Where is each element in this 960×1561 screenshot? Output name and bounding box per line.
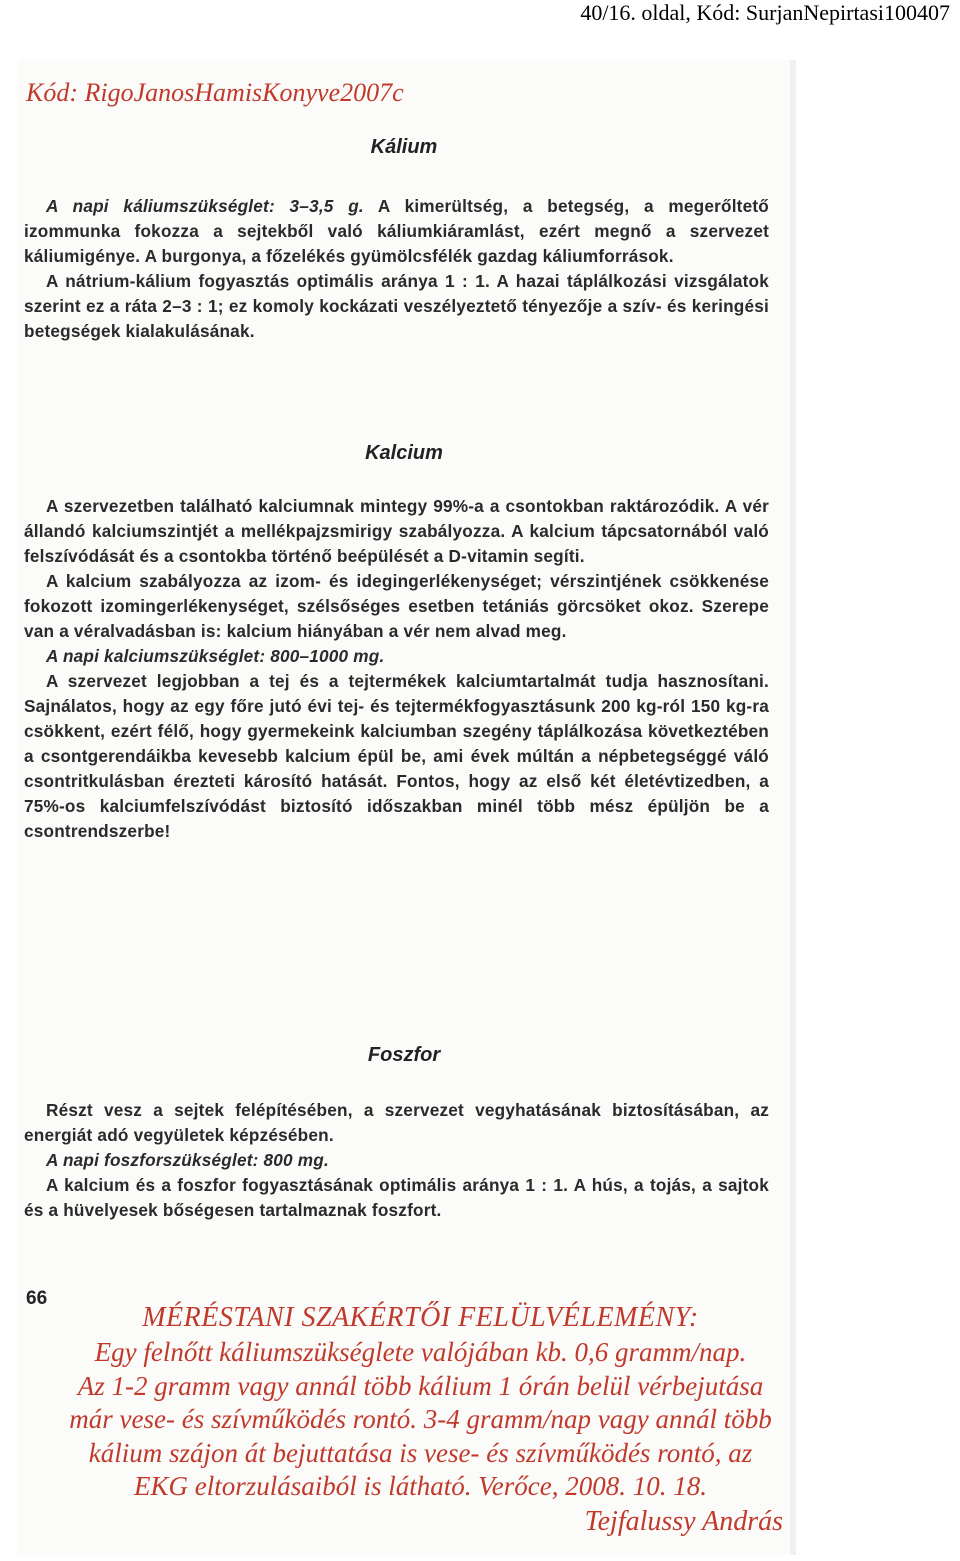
- section-kalcium: [24, 494, 769, 844]
- section-foszfor: [24, 1098, 769, 1223]
- section-heading-kalium: Kálium: [370, 136, 438, 158]
- expert-signature: Tejfalussy András: [584, 1505, 783, 1537]
- kalcium-paragraph-1: A szervezetben található kalciumnak mintegy 99%-a a csontokban raktározódik. A vér állandó kalciumszintjét a mellékpajzsmirigy szabályozza. A kalcium tápcsatornából való felszívódását és a csontokba történő beépülését a D-vitamin segíti.: [24, 496, 769, 566]
- expert-opinion-line: Egy felnőtt káliumszükséglete valójában kb. 0,6 gramm/nap.: [94, 1337, 747, 1367]
- section-kalium: [24, 194, 769, 344]
- kalium-paragraph-1: [24, 194, 769, 269]
- section-heading-kalcium: Kalcium: [365, 442, 443, 464]
- kalium-daily-need: A napi káliumszükséglet: 3–3,5 g.: [46, 196, 364, 216]
- expert-opinion-line: Az 1-2 gramm vagy annál több kálium 1 órán belül vérbejutása: [77, 1370, 764, 1401]
- document-code: Kód: RigoJanosHamisKonyve2007c: [26, 78, 404, 107]
- kalium-p1-text: A kimerültség, a betegség, a megerőltető izommunka fokozza a sejtekből való káliumkiáramlást, ezért megnő a szervezet káliumigénye. A burgonya, a főzelékés gyümölcsfélék gazdag káliumforrások.: [24, 196, 769, 266]
- kalium-paragraph-2: A nátrium-kálium fogyasztás optimális aránya 1 : 1. A hazai táplálkozási vizsgálatok szerint ez a ráta 2–3 : 1; ez komoly kockázati veszélyeztető tényezője a szív- és keringési betegségek kialakulásának.: [24, 271, 769, 341]
- expert-opinion: [58, 1300, 783, 1540]
- expert-opinion-line: kálium szájon át bejuttatása is vese- és szívműködés rontó, az: [88, 1437, 753, 1468]
- kalcium-paragraph-2: A kalcium szabályozza az izom- és idegingerlékenységet; vérszintjének csökkenése fokozott izomingerlékenységet, szélsőséges esetben tetániás görcsöket okoz. Szerepe van a véralvadásban is: kalcium hiányában a vér nem alvad meg.: [24, 571, 769, 641]
- expert-opinion-title: MÉRÉSTANI SZAKÉRTŐI FELÜLVÉLEMÉNY:: [142, 1302, 699, 1333]
- kalcium-paragraph-4: A szervezet legjobban a tej és a tejtermékek kalciumtartalmát tudja hasznosítani. Sajnálatos, hogy az egy főre jutó évi tej- és tejtermékfogyasztásunk 200 kg-ról 150 kg-ra csökkent, ezért félő, hogy gyermekeink kalciumban szegény táplálkozása következtében a csontgerendáikba kevesebb kalcium épül be, ami évek múltán a népbetegséggé váló csontritkulásban érezteti károsító hatását. Fontos, hogy az első két életévtizedben, a 75%-os kalciumfelszívódást biztosító időszakban minél több mész épüljön be a csontrendszerbe!: [24, 671, 769, 841]
- section-heading-foszfor: Foszfor: [367, 1044, 441, 1066]
- foszfor-paragraph-1: Részt vesz a sejtek felépítésében, a szervezet vegyhatásának biztosításában, az energiát adó vegyületek képzésében.: [24, 1100, 769, 1145]
- foszfor-paragraph-3: A kalcium és a foszfor fogyasztásának optimális aránya 1 : 1. A hús, a tojás, a sajtok és a hüvelyesek bőségesen tartalmaznak foszfort.: [24, 1175, 769, 1220]
- expert-opinion-line: már vese- és szívműködés rontó. 3-4 gramm/nap vagy annál több: [69, 1404, 772, 1434]
- scanned-page: [18, 60, 796, 1555]
- kalcium-daily-need: A napi kalciumszükséglet: 800–1000 mg.: [46, 646, 385, 666]
- expert-opinion-line: EKG eltorzulásaiból is látható. Verőce, 2008. 10. 18.: [134, 1471, 707, 1501]
- page-number: 66: [26, 1288, 48, 1309]
- page-header: 40/16. oldal, Kód: SurjanNepirtasi100407: [580, 0, 950, 25]
- foszfor-daily-need: A napi foszforszükséglet: 800 mg.: [46, 1150, 329, 1170]
